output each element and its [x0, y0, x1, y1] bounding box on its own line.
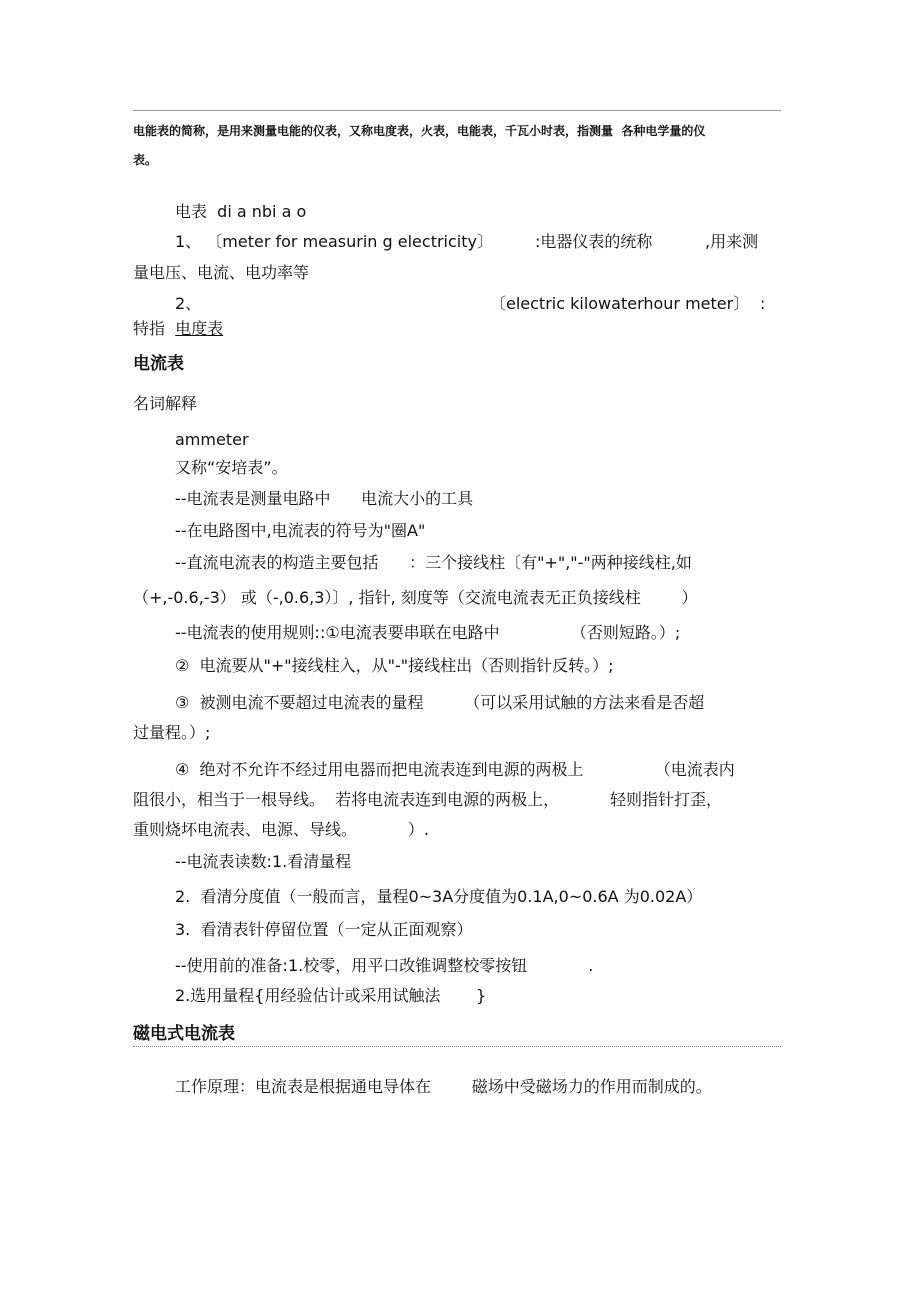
heading-ammeter: 电流表 [133, 354, 184, 374]
def2-text [133, 319, 223, 339]
def1-term: 1、 〔meter for measurin g electricity〕 [175, 232, 493, 251]
def1-text-cont: ,用来测 [705, 232, 759, 251]
body-line: 2. 看清分度值（一般而言，量程0~3A分度值为0.1A,0~0.6A 为0.02A） [175, 887, 703, 906]
body-line: --直流电流表的构造主要包括 ：三个接线柱〔有"+","-"两种接线柱,如 [175, 553, 692, 572]
subheading-definition: 名词解释 [133, 394, 198, 413]
intro-line-2: 表。 [133, 153, 158, 167]
body-line: --电流表读数:1.看清量程 [175, 852, 352, 871]
body-line: --电流表的使用规则::①电流表要串联在电路中 （否则短路。）; [175, 623, 681, 642]
principle-line: 工作原理：电流表是根据通电导体在 磁场中受磁场力的作用而制成的。 [175, 1077, 712, 1096]
heading-moving-coil-ammeter: 磁电式电流表 [133, 1024, 235, 1044]
body-line: （+,-0.6,-3） 或（-,0.6,3）〕, 指针, 刻度等（交流电流表无正负接线柱 ） [133, 588, 698, 607]
body-line: ④ 绝对不允许不经过用电器而把电流表连到电源的两极上 （电流表内 [175, 760, 735, 779]
top-rule [133, 110, 781, 111]
body-line: --电流表是测量电路中 电流大小的工具 [175, 489, 474, 508]
body-line: 又称“安培表”。 [175, 458, 288, 477]
def2-term: 〔electric kilowaterhour meter〕 [490, 294, 750, 313]
body-line: 过量程。）; [133, 723, 211, 742]
def2-number: 2、 [175, 294, 202, 313]
body-line: --在电路图中,电流表的符号为"圈A" [175, 521, 426, 540]
link-diandubiao[interactable]: 电度表 [175, 319, 224, 338]
heading-rule [133, 1046, 781, 1047]
pinyin-line: 电表 di a nbi a o [175, 202, 307, 221]
body-line: 重则烧坏电流表、电源、导线。 ）. [133, 820, 429, 839]
intro-line-1: 电能表的简称，是用来测量电能的仪表，又称电度表，火表，电能表，千瓦小时表，指测量 各种电学量的仪 [133, 124, 706, 138]
body-line: ② 电流要从"+"接线柱入，从"-"接线柱出（否则指针反转。）; [175, 656, 614, 675]
body-line: --使用前的准备:1.校零，用平口改锥调整校零按钮 . [175, 956, 594, 975]
def1-text: :电器仪表的统称 [535, 232, 653, 251]
def2-label: 特指 [133, 319, 176, 338]
body-line: 3. 看清表针停留位置（一定从正面观察） [175, 920, 473, 939]
body-line: 2.选用量程{用经验估计或采用试触法 } [175, 986, 487, 1005]
body-line: ammeter [175, 430, 249, 449]
body-line: 阻很小，相当于一根导线。 若将电流表连到电源的两极上， 轻则指针打歪， [133, 790, 723, 809]
def1-text-2: 量电压、电流、电功率等 [133, 263, 310, 282]
def2-colon: : [760, 294, 766, 313]
body-line: ③ 被测电流不要超过电流表的量程 （可以采用试触的方法来看是否超 [175, 693, 705, 712]
